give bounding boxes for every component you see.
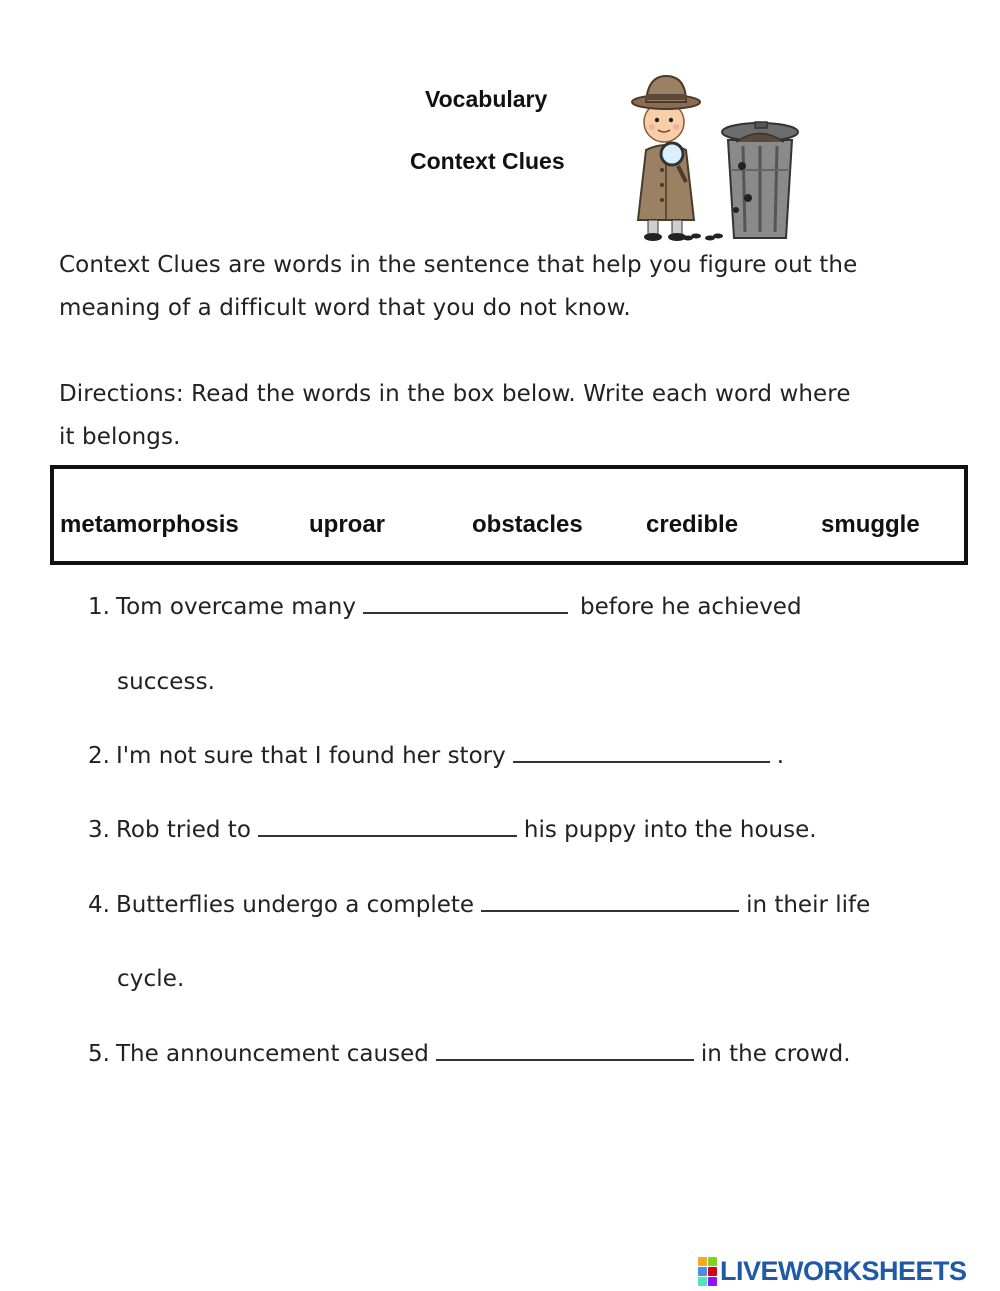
question-2 — [88, 743, 784, 769]
worksheet-subtitle: Context Clues — [410, 148, 565, 174]
answer-blank-2[interactable] — [513, 743, 770, 763]
footprints-icon — [683, 234, 723, 241]
question-number: 5. — [88, 1041, 110, 1067]
question-text-before: Rob tried to — [115, 817, 251, 843]
word-bank-item[interactable]: metamorphosis — [60, 511, 239, 538]
question-text-after: his puppy into the house. — [523, 817, 817, 843]
question-number: 2. — [88, 743, 110, 769]
question-4-continuation: cycle. — [117, 966, 185, 992]
question-3 — [88, 817, 817, 843]
question-text-after: before he achieved — [579, 594, 802, 620]
question-text-before: I'm not sure that I found her story — [115, 743, 506, 769]
question-5 — [88, 1041, 851, 1067]
question-1-continuation: success. — [117, 669, 216, 695]
word-bank-item[interactable]: smuggle — [821, 511, 920, 538]
liveworksheets-logo-text: LIVEWORKSHEETS — [720, 1256, 967, 1286]
intro-line-2: meaning of a difficult word that you do not know. — [59, 295, 631, 321]
word-bank-item[interactable]: uproar — [309, 511, 386, 538]
answer-blank-4[interactable] — [481, 892, 739, 912]
question-text-before: Tom overcame many — [115, 594, 356, 620]
question-1 — [88, 594, 802, 620]
detective-icon — [632, 76, 700, 241]
question-text-before: The announcement caused — [115, 1041, 429, 1067]
word-bank-box — [50, 465, 968, 565]
question-4 — [88, 892, 870, 918]
liveworksheets-logo — [698, 1256, 967, 1287]
question-text-after: . — [776, 743, 785, 769]
directions-line-1: Directions: Read the words in the box below. Write each word where — [59, 381, 851, 407]
question-text-before: Butterflies undergo a complete — [115, 892, 475, 918]
answer-blank-1[interactable] — [363, 594, 568, 614]
intro-line-1: Context Clues are words in the sentence that help you figure out the — [59, 252, 858, 278]
word-bank-item[interactable]: credible — [646, 511, 739, 538]
worksheet-title: Vocabulary — [425, 86, 548, 112]
liveworksheets-logo-icon — [698, 1257, 717, 1286]
question-number: 4. — [88, 892, 110, 918]
word-bank-item[interactable]: obstacles — [472, 511, 583, 538]
answer-blank-5[interactable] — [436, 1041, 694, 1061]
question-number: 3. — [88, 817, 110, 843]
detective-with-trash-can-icon — [618, 70, 808, 245]
question-text-after: in the crowd. — [700, 1041, 851, 1067]
directions-line-2: it belongs. — [59, 424, 181, 450]
answer-blank-3[interactable] — [258, 817, 517, 837]
trash-can-icon — [722, 122, 798, 238]
question-number: 1. — [88, 594, 110, 620]
question-text-after: in their life — [746, 892, 871, 918]
